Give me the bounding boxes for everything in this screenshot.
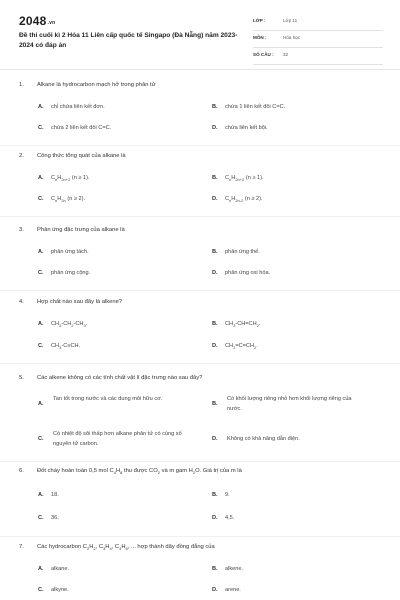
- site-logo[interactable]: [19, 14, 55, 28]
- option-letter: D.: [212, 270, 218, 276]
- option-letter: B.: [212, 401, 218, 407]
- question-number: 3.: [19, 227, 24, 233]
- option-text: alkene.: [225, 566, 244, 572]
- question-text: Các alkene không có các tính chất vật lí đặc trưng nào sau đây?: [37, 375, 203, 381]
- option-letter: B.: [212, 249, 218, 255]
- option-letter: B.: [212, 566, 218, 572]
- option-letter: C.: [38, 343, 44, 349]
- question-number: 4.: [19, 299, 24, 305]
- question-divider: [0, 145, 400, 146]
- option-text: chứa 2 liên kết đôi C=C.: [51, 125, 112, 131]
- option-text: 36.: [51, 515, 59, 521]
- question-text: Các hydrocarbon $C_2H_2$, $C_3H_4$, $C_4H_6$, ... hợp thành dãy đồng đẳng của: [37, 544, 215, 552]
- option-text: Tan tốt trong nước và các dung môi hữu cơ.: [53, 396, 163, 402]
- option-text: $C_nH_{2n-2}$ (n ≥ 2).: [225, 196, 263, 204]
- option-letter: A.: [38, 175, 44, 181]
- option-letter: A.: [38, 249, 44, 255]
- logo-text: 2048: [19, 14, 47, 28]
- option-text: Có khối lượng riêng nhỏ hơn khối lượng riêng của nước.: [227, 396, 352, 412]
- meta-row-subject: [253, 31, 383, 48]
- option-letter: C.: [38, 270, 44, 276]
- meta-value: Hóa học: [283, 35, 301, 40]
- option-text: 18.: [51, 492, 59, 498]
- question-number: 1.: [19, 82, 24, 88]
- option-letter: B.: [212, 104, 218, 110]
- option-text: phản ứng tách.: [51, 249, 89, 255]
- option-letter: D.: [212, 125, 218, 131]
- meta-row-grade: [253, 14, 383, 31]
- option-letter: B.: [212, 175, 218, 181]
- question-divider: [0, 461, 400, 462]
- meta-value: 32: [283, 52, 289, 57]
- option-text: chứa liên kết bội.: [225, 125, 268, 131]
- question-text: Công thức tổng quát của alkane là: [37, 153, 126, 159]
- option-text: phản ứng oxi hóa.: [225, 270, 271, 276]
- option-letter: D.: [212, 343, 218, 349]
- logo-suffix: .vn: [47, 20, 56, 26]
- option-letter: D.: [212, 436, 218, 442]
- option-letter: C.: [38, 587, 44, 593]
- option-text: $CH_3-C\equiv CH$.: [51, 343, 81, 351]
- meta-row-count: [253, 48, 383, 65]
- option-text: Có nhiệt độ sôi thấp hơn alkane phân tử có cùng số nguyên tử carbon.: [53, 431, 182, 447]
- option-letter: C.: [38, 436, 44, 442]
- option-text: alkyne.: [51, 587, 69, 593]
- option-letter: A.: [38, 104, 44, 110]
- question-divider: [0, 536, 400, 537]
- option-text: chỉ chứa liên kết đơn.: [51, 104, 105, 110]
- header-divider: [0, 69, 400, 70]
- option-letter: D.: [212, 515, 218, 521]
- option-letter: A.: [38, 566, 44, 572]
- option-text: alkane.: [51, 566, 70, 572]
- option-text: phản ứng thế.: [225, 249, 260, 255]
- question-divider: [0, 363, 400, 364]
- question-number: 5.: [19, 375, 24, 381]
- page-header: [0, 0, 400, 64]
- option-letter: D.: [212, 587, 218, 593]
- option-letter: C.: [38, 515, 44, 521]
- option-letter: D.: [212, 196, 218, 202]
- option-letter: A.: [38, 492, 44, 498]
- meta-value: Lớp 11: [283, 18, 298, 23]
- option-letter: B.: [212, 492, 218, 498]
- question-divider: [0, 290, 400, 291]
- question-text: Đốt cháy hoàn toàn 0,5 mol $C_4H_8$ thu được $CO_2$ và m gam $H_2O$. Giá trị của m là: [37, 468, 242, 476]
- option-text: $CH_2=C=CH_2$.: [225, 343, 258, 351]
- question-text: Phản ứng đặc trưng của alkane là: [37, 227, 125, 233]
- question-text: Hợp chất nào sau đây là alkene?: [37, 299, 123, 305]
- question-number: 2.: [19, 153, 24, 159]
- option-text: phản ứng cộng.: [51, 270, 91, 276]
- option-letter: C.: [38, 125, 44, 131]
- option-text: 4,5.: [225, 515, 235, 521]
- option-text: $CH_3-CH=CH_2$.: [225, 321, 261, 329]
- exam-title: Đề thi cuối kì 2 Hóa 11 Liên cấp quốc tế Singapo (Đà Nẵng) năm 2023-2024 có đáp án: [19, 32, 238, 49]
- meta-key: MÔN :: [253, 35, 267, 40]
- option-text: Không có khả năng dẫn điện.: [227, 436, 300, 442]
- question-number: 6.: [19, 468, 24, 474]
- option-letter: C.: [38, 196, 44, 202]
- option-text: arene.: [225, 587, 241, 593]
- option-letter: A.: [38, 321, 44, 327]
- option-text: 9.: [225, 492, 230, 498]
- option-letter: A.: [38, 401, 44, 407]
- option-text: $CH_3-CH_2-CH_3$.: [51, 321, 88, 329]
- meta-key: LỚP :: [253, 18, 266, 23]
- meta-key: SỐ CÂU :: [253, 52, 274, 57]
- option-letter: B.: [212, 321, 218, 327]
- option-text: $C_nH_{2n+2}$ (n ≥ 1).: [225, 175, 264, 183]
- question-divider: [0, 216, 400, 217]
- option-text: chứa 1 liên kết đôi C=C.: [225, 104, 286, 110]
- question-number: 7.: [19, 544, 24, 550]
- question-text: Alkane là hydrocarbon mạch hở trong phân tử: [37, 82, 156, 88]
- option-text: $C_nH_{2n}$ (n ≥ 2).: [51, 196, 86, 204]
- option-text: $C_nH_{2n+2}$ (n ≥ 1).: [51, 175, 90, 183]
- exam-meta: [253, 14, 383, 65]
